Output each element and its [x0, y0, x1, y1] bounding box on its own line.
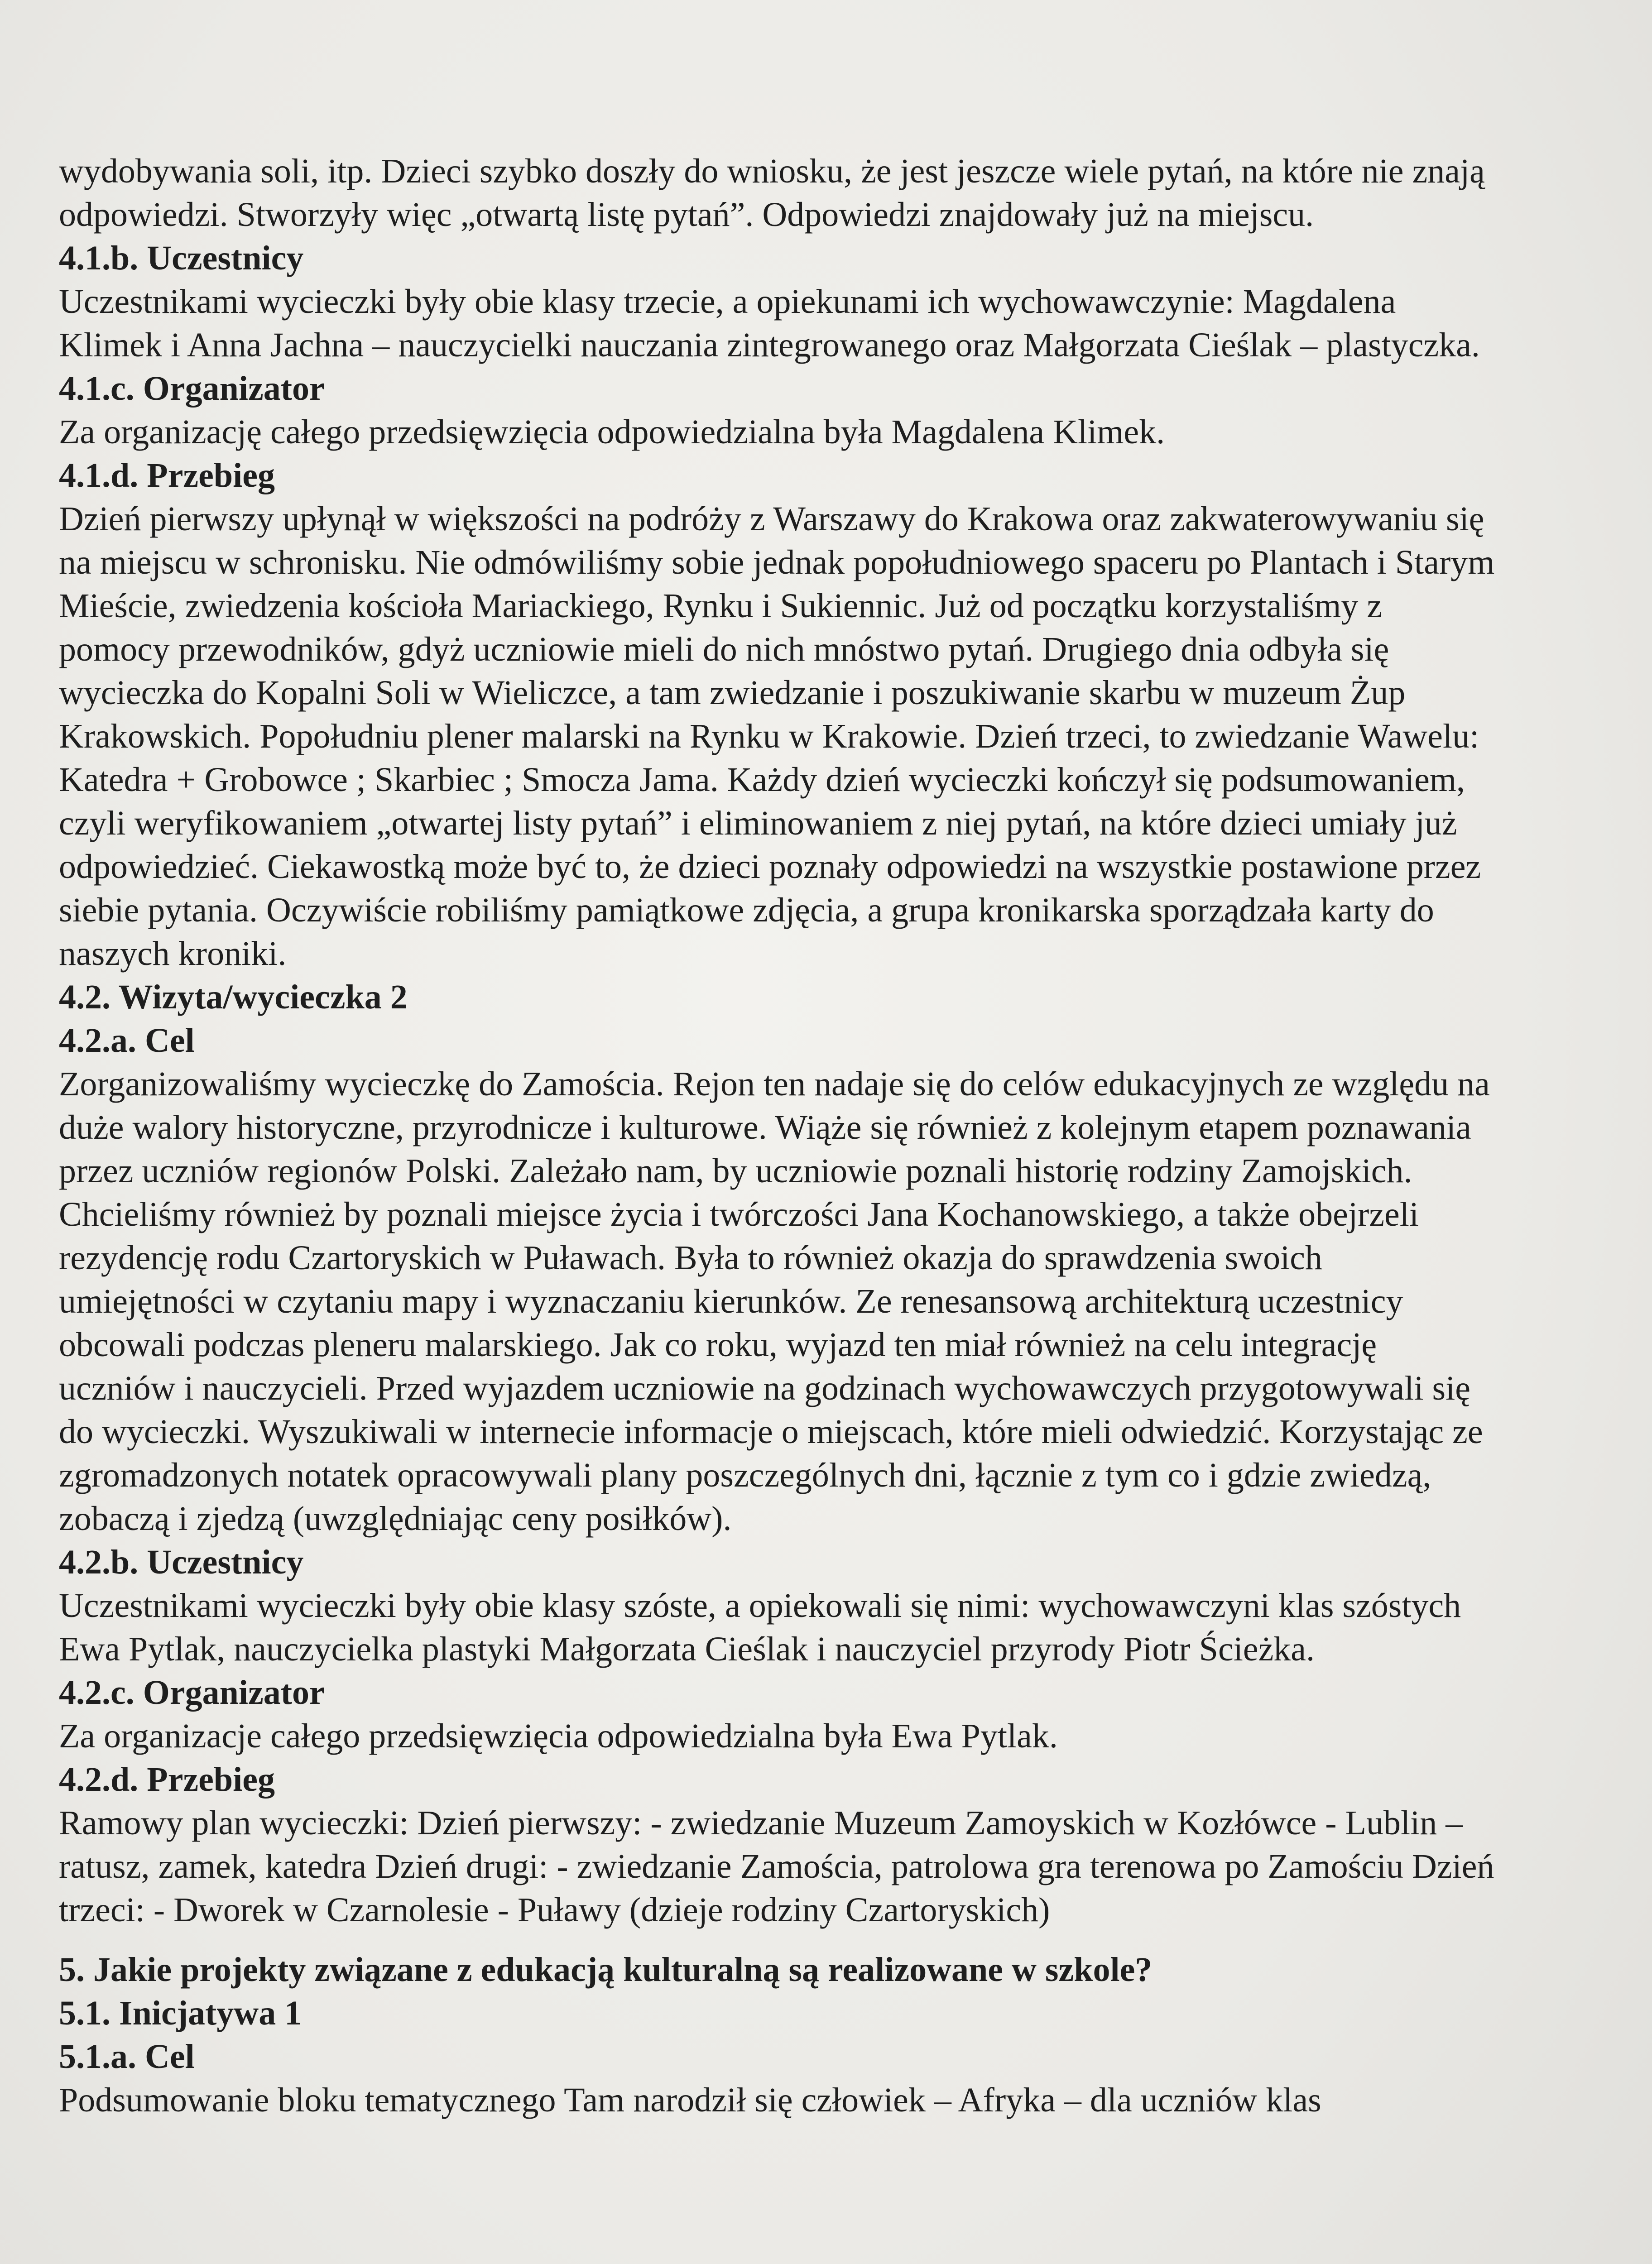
paragraph-przebieg-1: Dzień pierwszy upłynął w większości na podróży z Warszawy do Krakowa oraz zakwaterowywaniu się na miejscu w schronisku. Nie odmówiliśmy sobie jednak popołudniowego spaceru po Plantach i Starym Mieście, zwiedzenia kościoła Mariackiego, Rynku i Sukiennic. Już od początku korzystaliśmy z pomocy przewodników, gdyż uczniowie mieli do nich mnóstwo pytań. Drugiego dnia odbyła się wycieczka do Kopalni Soli w Wieliczce, a tam zwiedzanie i poszukiwanie skarbu w muzeum Żup Krakowskich. Popołudniu plener malarski na Rynku w Krakowie. Dzień trzeci, to zwiedzanie Wawelu: Katedra + Grobowce ; Skarbiec ; Smocza Jama. Każdy dzień wycieczki kończył się podsumowaniem, czyli weryfikowaniem „otwartej listy pytań” i eliminowaniem z niej pytań, na które dzieci umiały już odpowiedzieć. Ciekawostką może być to, że dzieci poznały odpowiedzi na wszystkie postawione przez siebie pytania. Oczywiście robiliśmy pamiątkowe zdjęcia, a grupa kronikarska sporządzała karty do naszych kroniki.	[59, 500, 1503, 973]
paragraph-cel-2: Zorganizowaliśmy wycieczkę do Zamościa. Rejon ten nadaje się do celów edukacyjnych ze względu na duże walory historyczne, przyrodnicze i kulturowe. Wiąże się również z kolejnym etapem poznawania przez uczniów regionów Polski. Zależało nam, by uczniowie poznali historię rodziny Zamojskich. Chcieliśmy również by poznali miejsce życia i twórczości Jana Kochanowskiego, a także obejrzeli rezydencję rodu Czartoryskich w Puławach. Była to również okazja do sprawdzenia swoich umiejętności w czytaniu mapy i wyznaczaniu kierunków. Ze renesansową architekturą uczestnicy obcowali podczas pleneru malarskiego. Jak co roku, wyjazd ten miał również na celu integrację uczniów i nauczycieli. Przed wyjazdem uczniowie na godzinach wychowawczych przygotowywali się do wycieczki. Wyszukiwali w internecie informacje o miejscach, które mieli odwiedzić. Korzystając ze zgromadzonych notatek opracowywali plany poszczególnych dni, łącznie z tym co i gdzie zwiedzą, zobaczą i zjedzą (uwzględniając ceny posiłków).	[59, 1065, 1498, 1538]
paragraph-cel-5-1: Podsumowanie bloku tematycznego Tam narodził się człowiek – Afryka – dla uczniów klas	[59, 2081, 1321, 2119]
paragraph-uczestnicy-1: Uczestnikami wycieczki były obie klasy trzecie, a opiekunami ich wychowawczynie: Magdalena Klimek i Anna Jachna – nauczycielki nauczania zintegrowanego oraz Małgorzata Cieślak – plastyczka.	[59, 283, 1480, 364]
heading-4-2: 4.2. Wizyta/wycieczka 2	[59, 978, 408, 1016]
heading-4-1-b: 4.1.b. Uczestnicy	[59, 239, 304, 277]
paragraph-intro: wydobywania soli, itp. Dzieci szybko doszły do wniosku, że jest jeszcze wiele pytań, na które nie znają odpowiedzi. Stworzyły więc „otwartą listę pytań”. Odpowiedzi znajdowały już na miejscu.	[59, 152, 1494, 234]
heading-4-2-d: 4.2.d. Przebieg	[59, 1760, 275, 1799]
paragraph-organizator-2: Za organizacje całego przedsięwzięcia odpowiedzialna była Ewa Pytlak.	[59, 1717, 1058, 1755]
document-body	[59, 149, 1503, 2122]
paragraph-przebieg-2: Ramowy plan wycieczki: Dzień pierwszy: - zwiedzanie Muzeum Zamoyskich w Kozłówce - Lublin – ratusz, zamek, katedra Dzień drugi: - zwiedzanie Zamościa, patrolowa gra terenowa po Zamościu Dzień trzeci: - Dworek w Czarnolesie - Puławy (dzieje rodziny Czartoryskich)	[59, 1804, 1503, 1929]
heading-4-2-a: 4.2.a. Cel	[59, 1022, 195, 1060]
heading-5-1-a: 5.1.a. Cel	[59, 2038, 195, 2076]
heading-4-1-c: 4.1.c. Organizator	[59, 369, 325, 408]
paragraph-uczestnicy-2: Uczestnikami wycieczki były obie klasy szóste, a opiekowali się nimi: wychowawczyni klas szóstych Ewa Pytlak, nauczycielka plastyki Małgorzata Cieślak i nauczyciel przyrody Piotr Ścieżka.	[59, 1587, 1470, 1668]
heading-5-1: 5.1. Inicjatywa 1	[59, 1994, 302, 2032]
heading-4-1-d: 4.1.d. Przebieg	[59, 456, 275, 494]
heading-4-2-b: 4.2.b. Uczestnicy	[59, 1543, 304, 1581]
heading-4-2-c: 4.2.c. Organizator	[59, 1674, 325, 1712]
paragraph-organizator-1: Za organizację całego przedsięwzięcia odpowiedzialna była Magdalena Klimek.	[59, 413, 1165, 451]
heading-section-5: 5. Jakie projekty związane z edukacją kulturalną są realizowane w szkole?	[59, 1951, 1153, 1989]
